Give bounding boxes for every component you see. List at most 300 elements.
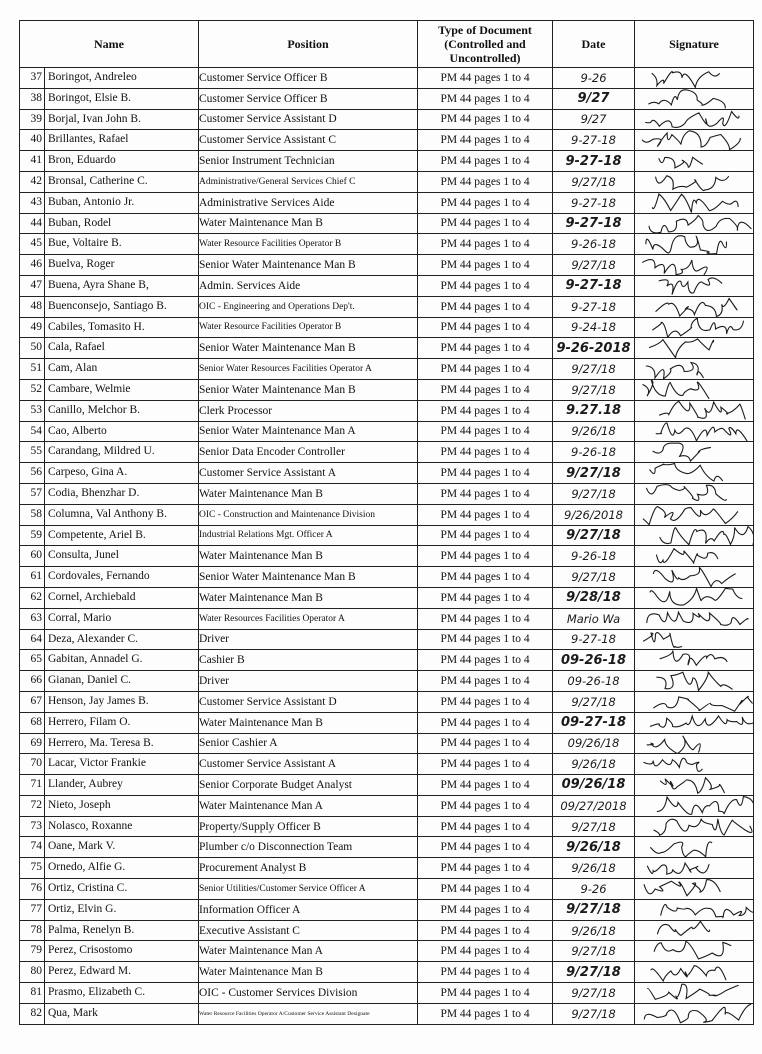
handwritten-signature xyxy=(635,483,753,504)
handwritten-signature xyxy=(635,400,753,421)
row-number: 73 xyxy=(20,817,45,837)
position-cell: Water Maintenance Man B xyxy=(199,546,418,567)
handwritten-date: 9/27 xyxy=(553,109,635,130)
name-cell xyxy=(20,733,199,754)
name-cell xyxy=(20,754,199,775)
handwritten-signature xyxy=(635,858,753,879)
position-cell: OIC - Engineering and Operations Dep't. xyxy=(199,296,418,317)
name-cell xyxy=(20,629,199,650)
table-row xyxy=(20,983,754,1004)
position-cell: Customer Service Officer B xyxy=(199,88,418,109)
document-type-cell: PM 44 pages 1 to 4 xyxy=(418,338,553,359)
row-number: 43 xyxy=(20,193,45,213)
position-cell: Senior Water Resources Facilities Operator A xyxy=(199,359,418,380)
signature-cell xyxy=(635,68,754,89)
employee-name: Buban, Antonio Jr. xyxy=(48,195,135,208)
position-cell: Water Resource Facilities Operator B xyxy=(199,234,418,255)
row-number: 53 xyxy=(20,401,45,421)
position-cell: Property/Supply Officer B xyxy=(199,816,418,837)
signature-cell xyxy=(635,483,754,504)
row-number: 68 xyxy=(20,713,45,733)
employee-name: Borjal, Ivan John B. xyxy=(48,112,141,125)
document-type-cell: PM 44 pages 1 to 4 xyxy=(418,400,553,421)
position-cell: Senior Water Maintenance Man B xyxy=(199,338,418,359)
handwritten-signature xyxy=(635,733,753,754)
position-cell: Industrial Relations Mgt. Officer A xyxy=(199,525,418,546)
handwritten-date: 9-27-18 xyxy=(553,151,635,172)
employee-name: Cam, Alan xyxy=(48,362,98,375)
document-type-cell: PM 44 pages 1 to 4 xyxy=(418,504,553,525)
document-type-cell: PM 44 pages 1 to 4 xyxy=(418,359,553,380)
handwritten-signature xyxy=(635,837,753,858)
signature-cell xyxy=(635,379,754,400)
handwritten-date: 9/26/18 xyxy=(553,858,635,879)
name-cell xyxy=(20,171,199,192)
row-number: 38 xyxy=(20,89,45,109)
name-cell xyxy=(20,338,199,359)
row-number: 81 xyxy=(20,983,45,1003)
table-row xyxy=(20,629,754,650)
handwritten-date: 9-26 xyxy=(553,68,635,89)
table-row xyxy=(20,650,754,671)
name-cell xyxy=(20,88,199,109)
employee-name: Nolasco, Roxanne xyxy=(48,819,133,832)
document-type-cell: PM 44 pages 1 to 4 xyxy=(418,151,553,172)
row-number: 76 xyxy=(20,879,45,899)
handwritten-signature xyxy=(635,816,753,837)
signature-cell xyxy=(635,983,754,1004)
name-cell xyxy=(20,691,199,712)
attendance-sheet xyxy=(19,20,753,1025)
document-type-cell: PM 44 pages 1 to 4 xyxy=(418,1003,553,1024)
table-row xyxy=(20,234,754,255)
table-row xyxy=(20,68,754,89)
employee-name: Cornel, Archiebald xyxy=(48,590,136,603)
handwritten-signature xyxy=(635,504,753,525)
handwritten-date: 9/27/18 xyxy=(553,567,635,588)
handwritten-date: 9-27-18 xyxy=(553,192,635,213)
table-row xyxy=(20,317,754,338)
document-type-cell: PM 44 pages 1 to 4 xyxy=(418,837,553,858)
table-row xyxy=(20,691,754,712)
handwritten-signature xyxy=(635,192,753,213)
handwritten-date: Mario Wa xyxy=(553,608,635,629)
document-type-cell: PM 44 pages 1 to 4 xyxy=(418,567,553,588)
handwritten-date: 9/27/18 xyxy=(553,379,635,400)
name-cell xyxy=(20,650,199,671)
handwritten-date: 9/27/18 xyxy=(553,816,635,837)
position-cell: Plumber c/o Disconnection Team xyxy=(199,837,418,858)
signature-cell xyxy=(635,629,754,650)
handwritten-signature xyxy=(635,213,753,234)
header-row xyxy=(20,21,754,68)
employee-name: Boringot, Elsie B. xyxy=(48,91,132,104)
name-cell xyxy=(20,379,199,400)
position-cell: Cashier B xyxy=(199,650,418,671)
handwritten-signature xyxy=(635,109,753,130)
handwritten-signature xyxy=(635,68,753,89)
signature-cell xyxy=(635,567,754,588)
handwritten-date: 9/26/18 xyxy=(553,421,635,442)
document-type-cell: PM 44 pages 1 to 4 xyxy=(418,171,553,192)
document-receipt-table xyxy=(19,20,754,1025)
employee-name: Prasmo, Elizabeth C. xyxy=(48,986,146,999)
table-row xyxy=(20,816,754,837)
table-row xyxy=(20,463,754,484)
signature-cell xyxy=(635,88,754,109)
handwritten-date: 9/27/18 xyxy=(553,983,635,1004)
handwritten-signature xyxy=(635,671,753,692)
table-row xyxy=(20,712,754,733)
table-row xyxy=(20,671,754,692)
name-cell xyxy=(20,504,199,525)
table-row xyxy=(20,899,754,920)
document-type-cell: PM 44 pages 1 to 4 xyxy=(418,463,553,484)
row-number: 75 xyxy=(20,858,45,878)
position-cell: Senior Corporate Budget Analyst xyxy=(199,775,418,796)
table-row xyxy=(20,941,754,962)
signature-cell xyxy=(635,525,754,546)
table-row xyxy=(20,275,754,296)
handwritten-signature xyxy=(635,712,753,733)
handwritten-signature xyxy=(635,1003,753,1024)
position-cell: OIC - Customer Services Division xyxy=(199,983,418,1004)
table-row xyxy=(20,483,754,504)
signature-cell xyxy=(635,733,754,754)
row-number: 41 xyxy=(20,151,45,171)
position-cell: Senior Water Maintenance Man B xyxy=(199,379,418,400)
row-number: 56 xyxy=(20,463,45,483)
handwritten-signature xyxy=(635,983,753,1004)
signature-cell xyxy=(635,192,754,213)
row-number: 40 xyxy=(20,130,45,150)
signature-cell xyxy=(635,109,754,130)
row-number: 77 xyxy=(20,900,45,920)
handwritten-signature xyxy=(635,359,753,380)
row-number: 64 xyxy=(20,630,45,650)
position-cell: Administrative/General Services Chief C xyxy=(199,171,418,192)
handwritten-date: 9-27-18 xyxy=(553,629,635,650)
document-type-cell: PM 44 pages 1 to 4 xyxy=(418,109,553,130)
position-cell: Customer Service Assistant D xyxy=(199,109,418,130)
employee-name: Bron, Eduardo xyxy=(48,154,116,167)
row-number: 80 xyxy=(20,962,45,982)
handwritten-date: 9/26/18 xyxy=(553,920,635,941)
row-number: 49 xyxy=(20,318,45,338)
handwritten-date: 9/27/18 xyxy=(553,463,635,484)
handwritten-date: 9/27/18 xyxy=(553,1003,635,1024)
table-row xyxy=(20,858,754,879)
position-cell: Senior Cashier A xyxy=(199,733,418,754)
table-row xyxy=(20,192,754,213)
table-body xyxy=(20,68,754,1025)
handwritten-date: 9/26/18 xyxy=(553,837,635,858)
table-row xyxy=(20,109,754,130)
handwritten-signature xyxy=(635,650,753,671)
name-cell xyxy=(20,463,199,484)
handwritten-signature xyxy=(635,587,753,608)
name-cell xyxy=(20,317,199,338)
handwritten-signature xyxy=(635,754,753,775)
employee-name: Buban, Rodel xyxy=(48,216,112,229)
employee-name: Bue, Voltaire B. xyxy=(48,237,122,250)
signature-cell xyxy=(635,463,754,484)
name-cell xyxy=(20,858,199,879)
row-number: 69 xyxy=(20,734,45,754)
table-row xyxy=(20,837,754,858)
employee-name: Ortiz, Elvin G. xyxy=(48,902,117,915)
handwritten-signature xyxy=(635,296,753,317)
handwritten-date: 9/27/18 xyxy=(553,171,635,192)
employee-name: Llander, Aubrey xyxy=(48,778,123,791)
document-type-cell: PM 44 pages 1 to 4 xyxy=(418,858,553,879)
document-type-cell: PM 44 pages 1 to 4 xyxy=(418,587,553,608)
signature-cell xyxy=(635,255,754,276)
document-type-cell: PM 44 pages 1 to 4 xyxy=(418,671,553,692)
document-type-cell: PM 44 pages 1 to 4 xyxy=(418,317,553,338)
signature-cell xyxy=(635,837,754,858)
header-doc-line3: Uncontrolled) xyxy=(449,51,521,65)
row-number: 45 xyxy=(20,234,45,254)
header-document-type xyxy=(418,21,553,68)
position-cell: Executive Assistant C xyxy=(199,920,418,941)
document-type-cell: PM 44 pages 1 to 4 xyxy=(418,629,553,650)
position-cell: Water Maintenance Man B xyxy=(199,962,418,983)
employee-name: Ortiz, Cristina C. xyxy=(48,882,128,895)
signature-cell xyxy=(635,879,754,900)
document-type-cell: PM 44 pages 1 to 4 xyxy=(418,213,553,234)
handwritten-date: 9-27-18 xyxy=(553,130,635,151)
name-cell xyxy=(20,192,199,213)
row-number: 50 xyxy=(20,338,45,358)
handwritten-date: 9/27/18 xyxy=(553,962,635,983)
name-cell xyxy=(20,608,199,629)
employee-name: Perez, Crisostomo xyxy=(48,944,133,957)
position-cell: Driver xyxy=(199,671,418,692)
document-type-cell: PM 44 pages 1 to 4 xyxy=(418,733,553,754)
employee-name: Boringot, Andreleo xyxy=(48,71,137,83)
handwritten-date: 9/27/18 xyxy=(553,941,635,962)
handwritten-date: 9-26-18 xyxy=(553,234,635,255)
name-cell xyxy=(20,296,199,317)
employee-name: Cabiles, Tomasito H. xyxy=(48,320,145,333)
handwritten-date: 9/26/18 xyxy=(553,754,635,775)
signature-cell xyxy=(635,400,754,421)
employee-name: Gabitan, Annadel G. xyxy=(48,653,143,666)
document-type-cell: PM 44 pages 1 to 4 xyxy=(418,941,553,962)
table-row xyxy=(20,359,754,380)
signature-cell xyxy=(635,442,754,463)
employee-name: Carandang, Mildred U. xyxy=(48,445,155,458)
document-type-cell: PM 44 pages 1 to 4 xyxy=(418,962,553,983)
row-number: 47 xyxy=(20,276,45,296)
position-cell: Senior Water Maintenance Man B xyxy=(199,255,418,276)
handwritten-date: 09/26/18 xyxy=(553,775,635,796)
name-cell xyxy=(20,775,199,796)
header-name: Name xyxy=(20,21,199,68)
row-number: 61 xyxy=(20,567,45,587)
signature-cell xyxy=(635,920,754,941)
employee-name: Herrero, Filam O. xyxy=(48,715,131,728)
signature-cell xyxy=(635,691,754,712)
handwritten-date: 9-27-18 xyxy=(553,296,635,317)
name-cell xyxy=(20,421,199,442)
table-row xyxy=(20,442,754,463)
signature-cell xyxy=(635,671,754,692)
employee-name: Carpeso, Gina A. xyxy=(48,466,128,479)
name-cell xyxy=(20,837,199,858)
row-number: 65 xyxy=(20,650,45,670)
table-row xyxy=(20,338,754,359)
employee-name: Gianan, Daniel C. xyxy=(48,674,132,687)
name-cell xyxy=(20,879,199,900)
handwritten-date: 9.27.18 xyxy=(553,400,635,421)
handwritten-date: 9-27-18 xyxy=(553,275,635,296)
document-type-cell: PM 44 pages 1 to 4 xyxy=(418,379,553,400)
row-number: 63 xyxy=(20,609,45,629)
signature-cell xyxy=(635,421,754,442)
position-cell: Customer Service Assistant D xyxy=(199,691,418,712)
handwritten-signature xyxy=(635,775,753,796)
document-type-cell: PM 44 pages 1 to 4 xyxy=(418,255,553,276)
employee-name: Cala, Rafael xyxy=(48,341,105,354)
row-number: 57 xyxy=(20,484,45,504)
row-number: 46 xyxy=(20,255,45,275)
handwritten-signature xyxy=(635,171,753,192)
employee-name: Bronsal, Catherine C. xyxy=(48,174,148,187)
row-number: 66 xyxy=(20,671,45,691)
signature-cell xyxy=(635,775,754,796)
position-cell: Customer Service Assistant A xyxy=(199,463,418,484)
employee-name: Corral, Mario xyxy=(48,611,112,624)
employee-name: Codia, Bhenzhar D. xyxy=(48,486,140,499)
employee-name: Henson, Jay James B. xyxy=(48,694,149,707)
table-row xyxy=(20,130,754,151)
document-type-cell: PM 44 pages 1 to 4 xyxy=(418,234,553,255)
position-cell: Water Resource Facilities Operator B xyxy=(199,317,418,338)
handwritten-signature xyxy=(635,463,753,484)
position-cell: Driver xyxy=(199,629,418,650)
table-row xyxy=(20,754,754,775)
handwritten-signature xyxy=(635,899,753,920)
name-cell xyxy=(20,255,199,276)
table-row xyxy=(20,379,754,400)
position-cell: Procurement Analyst B xyxy=(199,858,418,879)
signature-cell xyxy=(635,941,754,962)
signature-cell xyxy=(635,899,754,920)
document-type-cell: PM 44 pages 1 to 4 xyxy=(418,775,553,796)
position-cell: Senior Instrument Technician xyxy=(199,151,418,172)
table-row xyxy=(20,775,754,796)
handwritten-signature xyxy=(635,629,753,650)
document-type-cell: PM 44 pages 1 to 4 xyxy=(418,650,553,671)
name-cell xyxy=(20,567,199,588)
name-cell xyxy=(20,795,199,816)
handwritten-signature xyxy=(635,941,753,962)
handwritten-signature xyxy=(635,255,753,276)
table-row xyxy=(20,608,754,629)
name-cell xyxy=(20,1003,199,1024)
signature-cell xyxy=(635,338,754,359)
table-row xyxy=(20,587,754,608)
employee-name: Oane, Mark V. xyxy=(48,840,116,853)
name-cell xyxy=(20,213,199,234)
name-cell xyxy=(20,130,199,151)
row-number: 79 xyxy=(20,941,45,961)
handwritten-date: 9/28/18 xyxy=(553,587,635,608)
position-cell: Information Officer A xyxy=(199,899,418,920)
row-number: 37 xyxy=(20,68,45,88)
employee-name: Nieto, Joseph xyxy=(48,798,111,811)
position-cell: Water Resource Facilities Operator A/Customer Service Assistant Designate xyxy=(199,1003,418,1024)
document-type-cell: PM 44 pages 1 to 4 xyxy=(418,88,553,109)
document-type-cell: PM 44 pages 1 to 4 xyxy=(418,712,553,733)
position-cell: Water Maintenance Man B xyxy=(199,483,418,504)
name-cell xyxy=(20,587,199,608)
row-number: 58 xyxy=(20,505,45,525)
table-row xyxy=(20,795,754,816)
document-type-cell: PM 44 pages 1 to 4 xyxy=(418,879,553,900)
handwritten-signature xyxy=(635,88,753,109)
employee-name: Buelva, Roger xyxy=(48,258,115,271)
name-cell xyxy=(20,525,199,546)
table-row xyxy=(20,733,754,754)
row-number: 78 xyxy=(20,921,45,941)
handwritten-date: 9/27/18 xyxy=(553,525,635,546)
employee-name: Ornedo, Alfie G. xyxy=(48,861,126,874)
document-type-cell: PM 44 pages 1 to 4 xyxy=(418,296,553,317)
handwritten-signature xyxy=(635,795,753,816)
row-number: 72 xyxy=(20,796,45,816)
handwritten-date: 9-26-2018 xyxy=(553,338,635,359)
name-cell xyxy=(20,442,199,463)
table-row xyxy=(20,296,754,317)
handwritten-signature xyxy=(635,151,753,172)
name-cell xyxy=(20,151,199,172)
header-doc-line1: Type of Document xyxy=(438,23,532,37)
handwritten-signature xyxy=(635,379,753,400)
row-number: 82 xyxy=(20,1004,45,1024)
handwritten-signature xyxy=(635,130,753,151)
handwritten-date: 9-26-18 xyxy=(553,546,635,567)
handwritten-signature xyxy=(635,546,753,567)
table-row xyxy=(20,421,754,442)
handwritten-date: 9-26-18 xyxy=(553,442,635,463)
row-number: 55 xyxy=(20,442,45,462)
handwritten-signature xyxy=(635,608,753,629)
signature-cell xyxy=(635,816,754,837)
header-date: Date xyxy=(553,21,635,68)
employee-name: Perez, Edward M. xyxy=(48,965,132,978)
employee-name: Palma, Renelyn B. xyxy=(48,923,135,936)
table-row xyxy=(20,567,754,588)
handwritten-signature xyxy=(635,442,753,463)
signature-cell xyxy=(635,317,754,338)
handwritten-signature xyxy=(635,275,753,296)
document-type-cell: PM 44 pages 1 to 4 xyxy=(418,691,553,712)
document-type-cell: PM 44 pages 1 to 4 xyxy=(418,608,553,629)
handwritten-date: 9-27-18 xyxy=(553,213,635,234)
signature-cell xyxy=(635,608,754,629)
position-cell: Water Maintenance Man B xyxy=(199,213,418,234)
signature-cell xyxy=(635,296,754,317)
handwritten-signature xyxy=(635,879,753,900)
position-cell: Water Maintenance Man A xyxy=(199,941,418,962)
name-cell xyxy=(20,483,199,504)
handwritten-date: 09/27/2018 xyxy=(553,795,635,816)
position-cell: Senior Water Maintenance Man B xyxy=(199,567,418,588)
handwritten-date: 9-24-18 xyxy=(553,317,635,338)
